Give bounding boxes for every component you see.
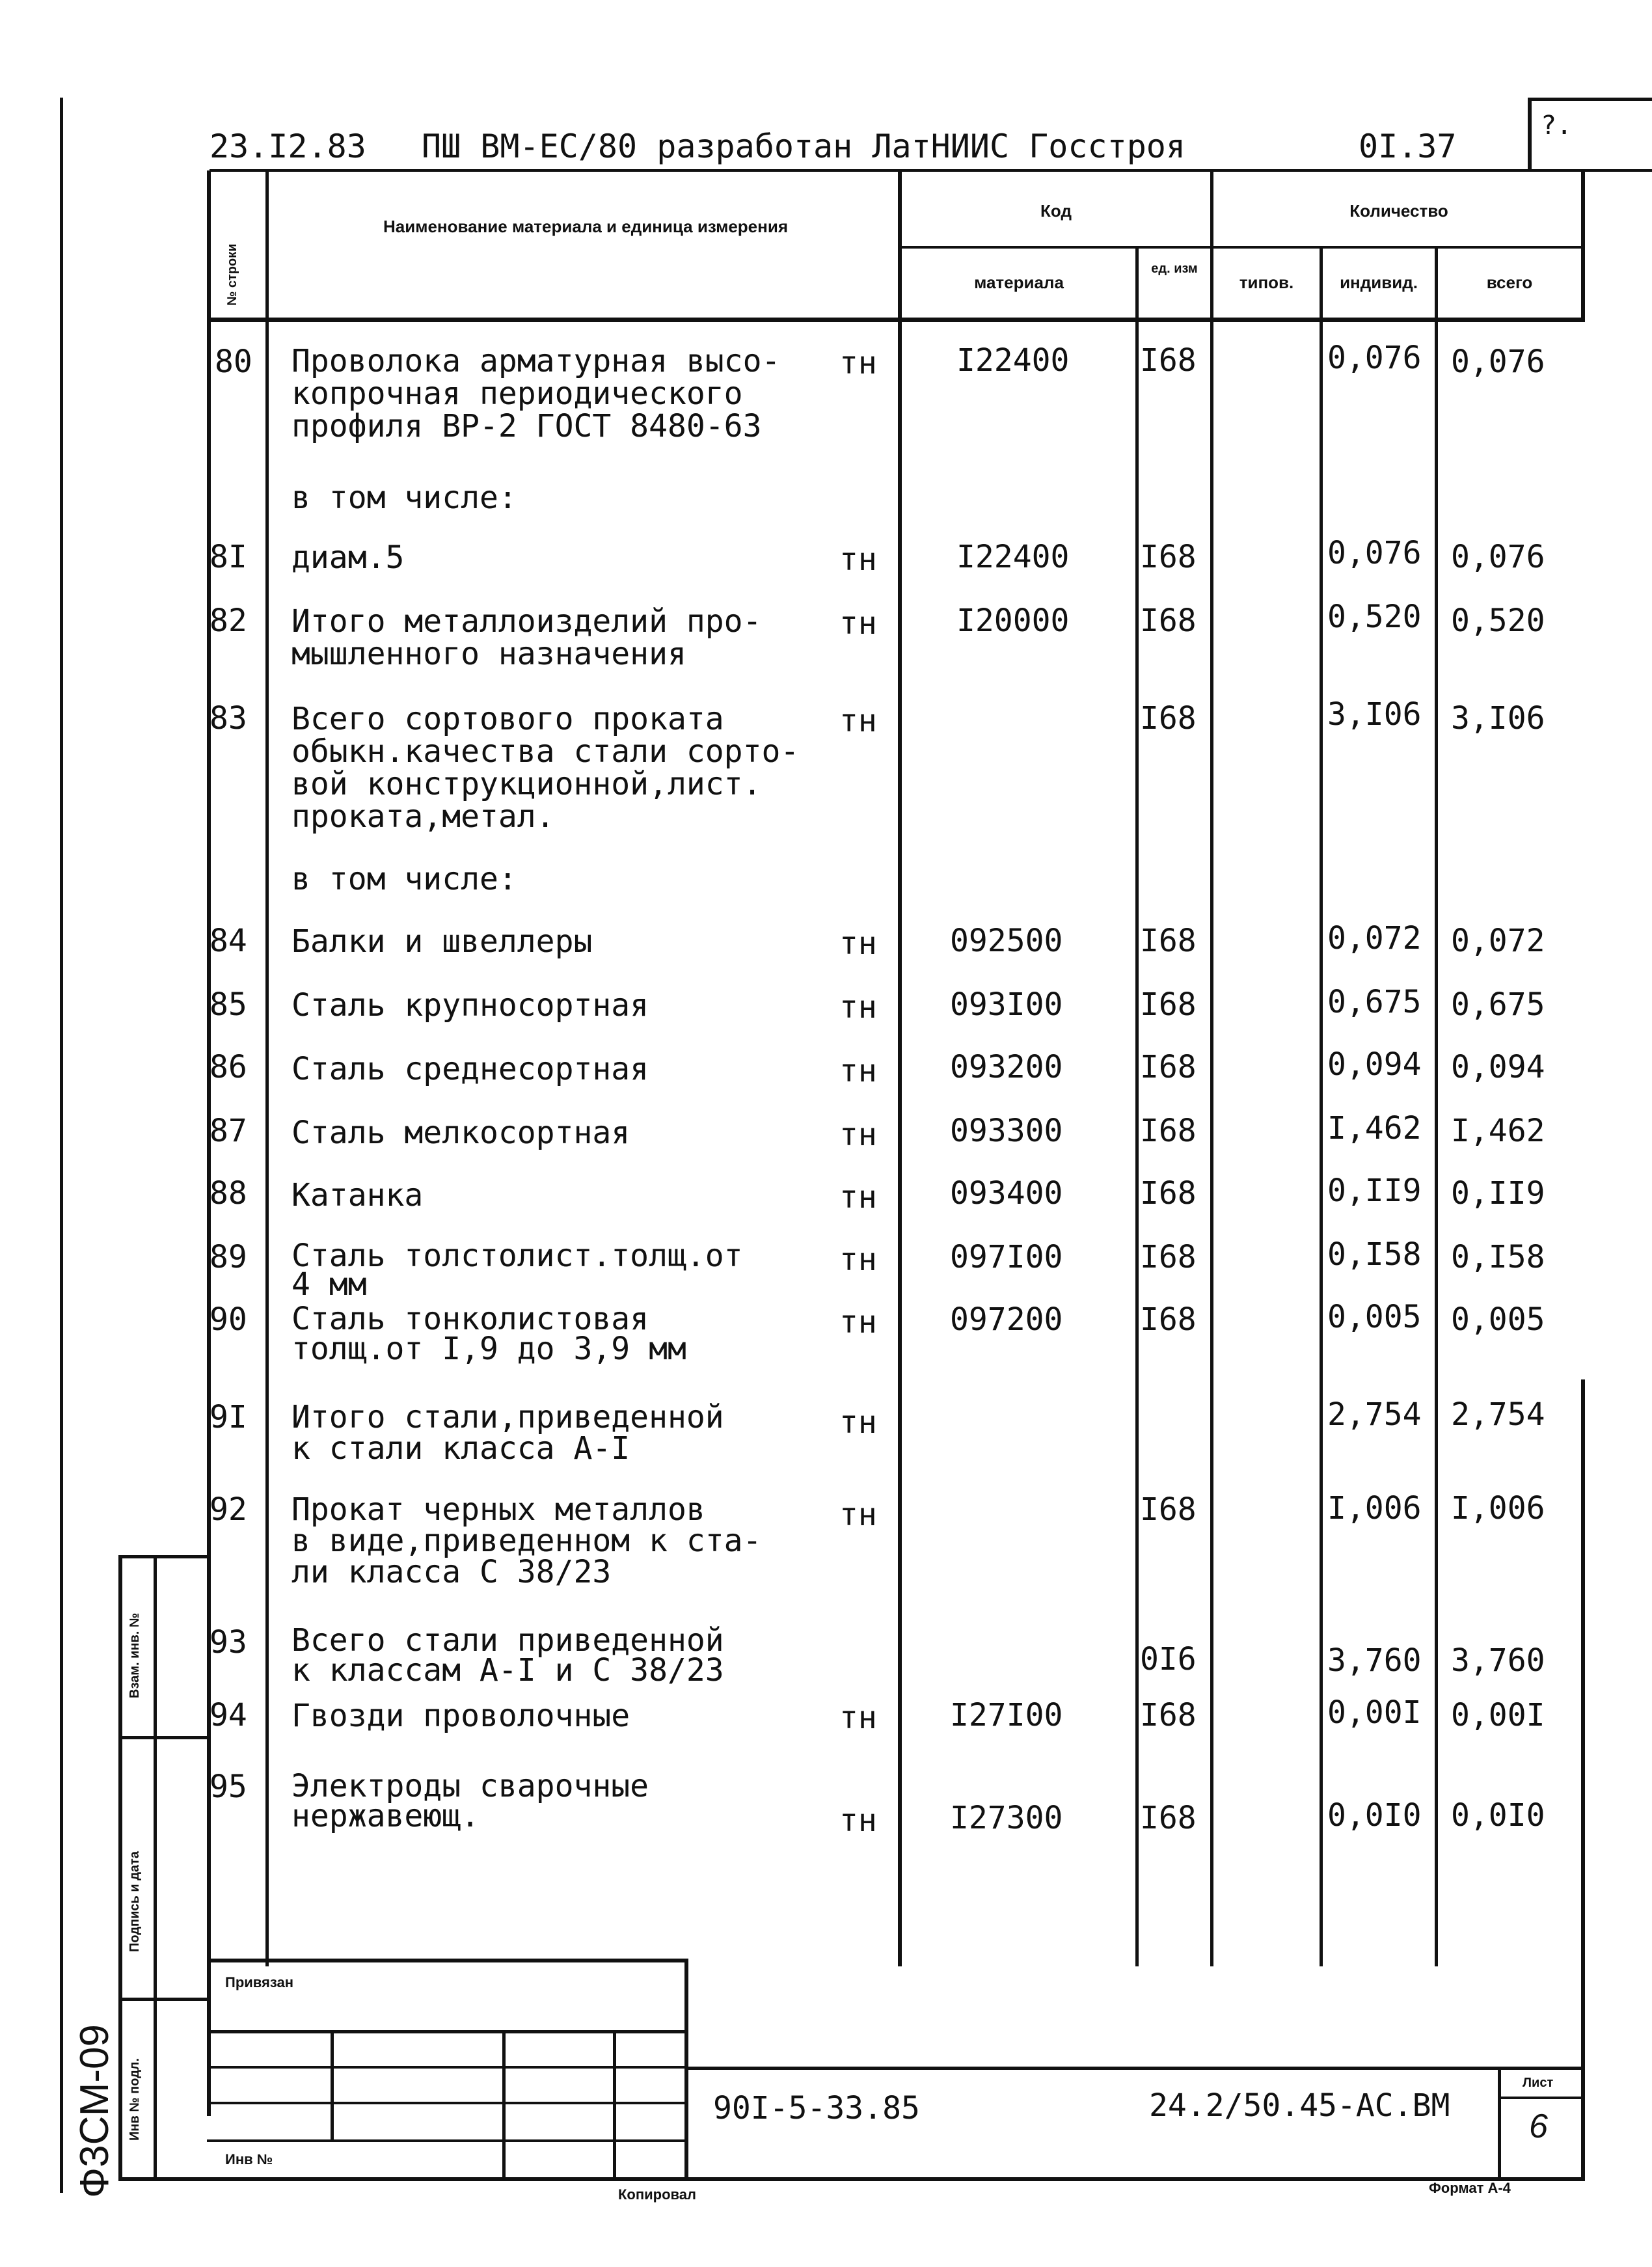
row-unit: тн <box>839 345 877 381</box>
row-total: 0,675 <box>1451 986 1545 1023</box>
row-number: 88 <box>210 1175 247 1212</box>
row-material-code: 097I00 <box>950 1239 1063 1275</box>
row-measure-code: I68 <box>1140 986 1197 1023</box>
header-underline <box>210 169 1652 172</box>
row-indiv: 0,076 <box>1327 535 1422 571</box>
row-number: 90 <box>210 1301 247 1338</box>
row-indiv: I,006 <box>1327 1490 1422 1527</box>
stamp-grid-h1 <box>207 2030 688 2033</box>
row-material-code: 093I00 <box>950 986 1063 1023</box>
stamp-grid-v2 <box>502 2030 506 2180</box>
row-indiv: 0,520 <box>1327 599 1422 635</box>
row-unit: тн <box>839 1117 877 1153</box>
header-code-unit: ед. изм <box>1151 262 1198 276</box>
row-measure-code: I68 <box>1140 1697 1197 1733</box>
stamp-privyazan-label: Привязан <box>225 1974 294 1990</box>
row-material-code: 092500 <box>950 923 1063 959</box>
row-indiv: 0,I58 <box>1327 1236 1422 1273</box>
row-number: 85 <box>210 986 247 1023</box>
row-indiv: 3,I06 <box>1327 696 1422 733</box>
stamp-privyazan-top <box>207 1959 688 1962</box>
row-unit: тн <box>839 703 877 739</box>
row-name: Прокат черных металлов в виде,приведенном к ста- ли класса С 38/23 <box>291 1491 762 1590</box>
row-total: 0,II9 <box>1451 1175 1545 1212</box>
row-unit: тн <box>839 1179 877 1215</box>
row-material-code: I22400 <box>956 342 1070 379</box>
side-block-top <box>118 1555 210 1558</box>
row-name: Итого металлоизделий про- мышленного назначения <box>291 603 762 672</box>
row-measure-code: I68 <box>1140 342 1197 379</box>
side-handwritten-code: Ф3СМ-09 <box>72 2024 117 2198</box>
row-number: 95 <box>210 1769 247 1805</box>
row-measure-code: I68 <box>1140 1800 1197 1836</box>
row-total: 0,005 <box>1451 1301 1545 1338</box>
row-unit: тн <box>839 1497 877 1533</box>
header-date: 23.I2.83 <box>210 128 366 165</box>
row-unit: тн <box>839 989 877 1025</box>
row-name: Проволока арматурная высо- копрочная периодического профиля ВР-2 ГОСТ 8480-63 <box>291 343 781 444</box>
col-name-border <box>898 170 902 1966</box>
col-total-border-bottom <box>1581 1379 1585 2180</box>
row-indiv: 3,760 <box>1327 1642 1422 1679</box>
row-number: 84 <box>210 923 247 959</box>
row-name: Сталь тонколистовая толщ.от I,9 до 3,9 мм <box>291 1301 686 1367</box>
side-block-sep-2 <box>118 1998 210 2001</box>
stamp-bottom-line <box>118 2177 1585 2181</box>
row-name: Всего сортового проката обыкн.качества стали сорто- вой конструкционной,лист. проката,метал. <box>291 701 800 835</box>
row-measure-code: 0I6 <box>1140 1641 1197 1677</box>
row-indiv: 0,0I0 <box>1327 1797 1422 1834</box>
row-material-code: 093300 <box>950 1113 1063 1149</box>
row-indiv: 0,675 <box>1327 984 1422 1020</box>
stamp-inv-no-label: Инв № <box>225 2151 273 2167</box>
row-total: I,462 <box>1451 1113 1545 1149</box>
row-name: Электроды сварочные нержавеющ. <box>291 1768 649 1834</box>
row-material-code: I27I00 <box>950 1697 1063 1733</box>
stamp-sheet-number: 6 <box>1529 2108 1548 2145</box>
row-number: 9I <box>210 1399 247 1435</box>
header-qty-individual: индивид. <box>1340 273 1418 292</box>
row-number: 89 <box>210 1239 247 1275</box>
col-typical-border <box>1320 247 1323 1966</box>
row-name: диам.5 <box>291 539 405 576</box>
stamp-grid-v3 <box>613 2030 616 2180</box>
row-unit: тн <box>839 1700 877 1736</box>
col-total-border-top <box>1581 170 1585 320</box>
row-total: 0,072 <box>1451 923 1545 959</box>
header-code-material: материала <box>974 273 1064 292</box>
row-material-code: I27300 <box>950 1800 1063 1836</box>
row-number: 82 <box>210 603 247 639</box>
row-total: I,006 <box>1451 1490 1545 1527</box>
col-unit-border <box>1210 170 1213 1966</box>
row-unit: тн <box>839 541 877 578</box>
row-name: Всего стали приведенной к классам А-I и С 38/23 <box>291 1622 724 1689</box>
row-name: Сталь мелкосортная <box>291 1115 630 1151</box>
row-total: 0,00I <box>1451 1697 1545 1733</box>
header-qty-group: Количество <box>1349 201 1448 221</box>
header-row-no: № строки <box>225 243 239 306</box>
stamp-sheet-code: 24.2/50.45-АС.ВМ <box>1149 2087 1450 2124</box>
header-code: 0I.37 <box>1359 128 1457 165</box>
row-total: 2,754 <box>1451 1396 1545 1433</box>
row-measure-code: I68 <box>1140 1175 1197 1212</box>
row-name: Сталь толстолист.толщ.от 4 мм <box>291 1238 743 1303</box>
outer-frame-left <box>60 98 63 2193</box>
col-material-border <box>1135 247 1139 1966</box>
row-unit: тн <box>839 1404 877 1441</box>
stamp-grid-h3 <box>207 2102 688 2104</box>
row-measure-code: I68 <box>1140 1491 1197 1528</box>
row-name: Итого стали,приведенной к стали класса А-I <box>291 1399 724 1467</box>
corner-box-left <box>1528 98 1532 169</box>
header-qty-total: всего <box>1486 273 1533 292</box>
row-unit: тн <box>839 925 877 962</box>
side-block-left <box>118 1555 122 2180</box>
row-total: 0,520 <box>1451 603 1545 639</box>
row-unit: тн <box>839 605 877 642</box>
stamp-grid-h2 <box>207 2066 688 2069</box>
row-indiv: 0,076 <box>1327 340 1422 376</box>
header-name: Наименование материала и единица измерения <box>383 217 789 236</box>
row-total: 0,094 <box>1451 1049 1545 1085</box>
col-indiv-border <box>1435 247 1438 1966</box>
row-number: 83 <box>210 700 247 737</box>
col-rowno-border <box>265 170 269 1966</box>
row-total: 0,076 <box>1451 539 1545 575</box>
row-total: 0,0I0 <box>1451 1797 1545 1834</box>
header-qty-typical: типов. <box>1239 273 1294 292</box>
row-material-code: 097200 <box>950 1301 1063 1338</box>
row-number: 80 <box>215 344 252 380</box>
header-title: ПШ ВМ-ЕС/80 разработан ЛатНИИС Госстроя <box>422 128 1185 165</box>
row-total: 0,076 <box>1451 344 1545 380</box>
row-measure-code: I68 <box>1140 1113 1197 1149</box>
row-total: 3,760 <box>1451 1642 1545 1679</box>
side-inv-podl: Инв № подл. <box>128 2057 142 2141</box>
row-name: Балки и швеллеры <box>291 923 593 960</box>
stamp-sheet-box-left <box>1498 2067 1501 2179</box>
side-vzam-inv: Взам. инв. № <box>128 1612 142 1698</box>
row-indiv: 0,II9 <box>1327 1173 1422 1209</box>
row-number: 86 <box>210 1049 247 1085</box>
row-material-code: I22400 <box>956 539 1070 575</box>
corner-box-top <box>1528 98 1652 101</box>
row-measure-code: I68 <box>1140 1301 1197 1338</box>
row-indiv: 0,094 <box>1327 1046 1422 1083</box>
row-unit: тн <box>839 1802 877 1839</box>
header-mid-line <box>902 246 1585 249</box>
stamp-grid-h4 <box>207 2139 688 2142</box>
row-indiv: 0,005 <box>1327 1299 1422 1335</box>
row-number: 87 <box>210 1113 247 1149</box>
row-measure-code: I68 <box>1140 603 1197 639</box>
row-name: Гвозди проволочные <box>291 1698 630 1734</box>
row-total: 3,I06 <box>1451 700 1545 737</box>
row-number: 93 <box>210 1624 247 1661</box>
row-number: 92 <box>210 1491 247 1528</box>
side-block-divider <box>154 1555 157 2180</box>
row-indiv: I,462 <box>1327 1110 1422 1147</box>
row-material-code: I20000 <box>956 603 1070 639</box>
row-name: Катанка <box>291 1177 424 1214</box>
row-measure-code: I68 <box>1140 1049 1197 1085</box>
row-total: 0,I58 <box>1451 1239 1545 1275</box>
side-block-sep-1 <box>118 1736 210 1739</box>
row-indiv: 0,072 <box>1327 920 1422 957</box>
row-number: 94 <box>210 1697 247 1733</box>
stamp-title-top <box>688 2067 1585 2070</box>
stamp-sheet-box-mid <box>1498 2097 1585 2099</box>
row-name: в том числе: <box>291 480 517 516</box>
row-measure-code: I68 <box>1140 700 1197 737</box>
row-material-code: 093400 <box>950 1175 1063 1212</box>
row-name: в том числе: <box>291 861 517 897</box>
header-code-group: Код <box>1040 201 1072 221</box>
row-measure-code: I68 <box>1140 923 1197 959</box>
row-unit: тн <box>839 1053 877 1089</box>
row-measure-code: I68 <box>1140 539 1197 575</box>
stamp-copied-label: Копировал <box>618 2186 697 2203</box>
row-indiv: 2,754 <box>1327 1396 1422 1433</box>
stamp-sheet-label: Лист <box>1523 2076 1554 2090</box>
header-bottom-line <box>207 318 1585 322</box>
row-unit: тн <box>839 1242 877 1278</box>
row-name: Сталь среднесортная <box>291 1051 649 1087</box>
stamp-grid-v1 <box>331 2030 334 2141</box>
row-unit: тн <box>839 1304 877 1340</box>
stamp-format-label: Формат А-4 <box>1429 2180 1511 2196</box>
header-corner-mark: ?. <box>1541 111 1573 141</box>
row-measure-code: I68 <box>1140 1239 1197 1275</box>
row-name: Сталь крупносортная <box>291 987 649 1024</box>
row-number: 8I <box>210 539 247 575</box>
row-material-code: 093200 <box>950 1049 1063 1085</box>
side-podpis-data: Подпись и дата <box>128 1851 142 1952</box>
row-indiv: 0,00I <box>1327 1694 1422 1731</box>
stamp-doc-code: 90I-5-33.85 <box>713 2090 920 2126</box>
